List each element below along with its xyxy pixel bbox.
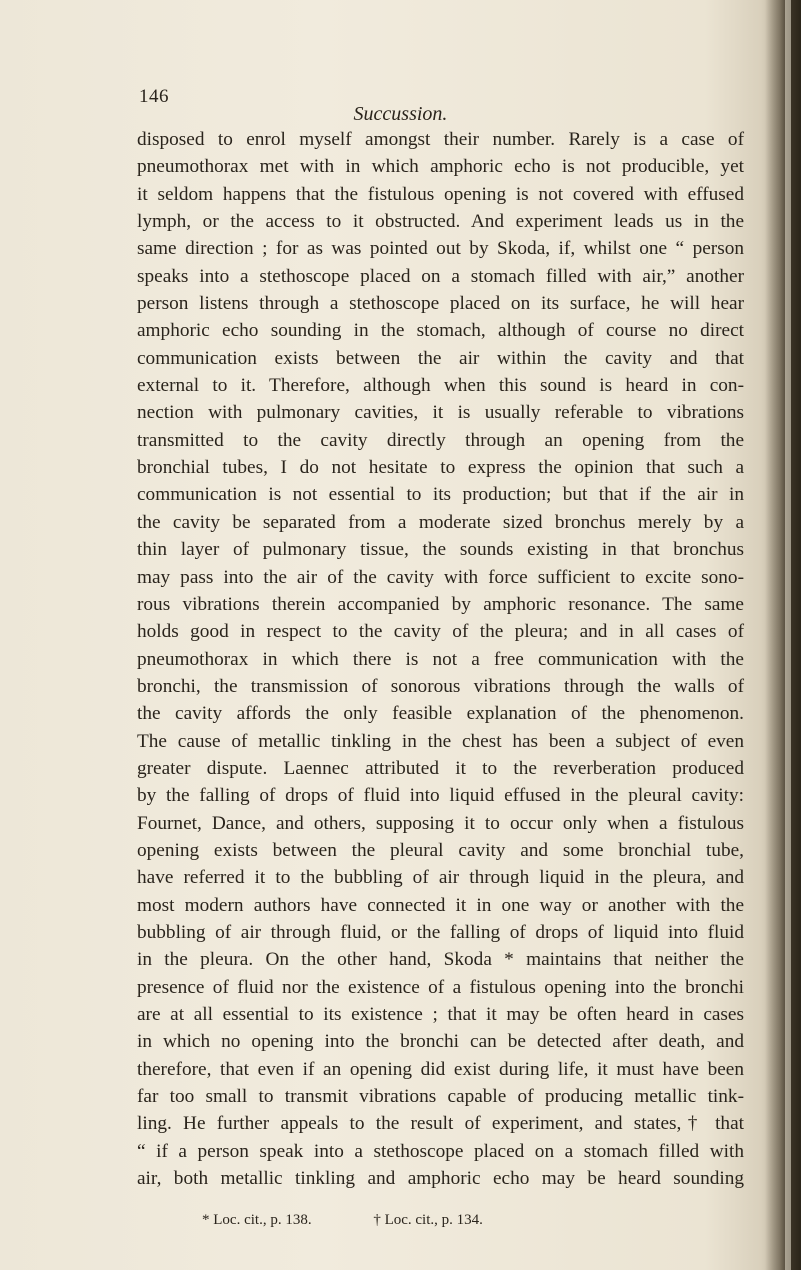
text-line: speaks into a stethoscope placed on a stomach filled with air,” another (137, 265, 744, 287)
text-line: communication is not essential to its production; but that if the air in (137, 484, 744, 506)
footnote: * Loc. cit., p. 138. (202, 1212, 312, 1228)
text-line: in which no opening into the bronchi can be detected after death, and (137, 1031, 744, 1053)
text-line: The cause of metallic tinkling in the chest has been a subject of even (137, 730, 744, 752)
text-line: in the pleura. On the other hand, Skoda * maintains that neither the (137, 949, 744, 971)
text-line: nection with pulmonary cavities, it is usually referable to vibrations (137, 402, 744, 424)
text-line: communication exists between the air within the cavity and that (137, 347, 744, 369)
text-line: same direction ; for as was pointed out by Skoda, if, whilst one “ person (137, 238, 744, 260)
text-line: it seldom happens that the fistulous opening is not covered with effused (137, 183, 744, 205)
text-line: “ if a person speak into a stethoscope placed on a stomach filled with (137, 1140, 744, 1162)
text-line: person listens through a stethoscope placed on its surface, he will hear (137, 293, 744, 315)
text-line: Fournet, Dance, and others, supposing it to occur only when a fistulous (137, 812, 744, 834)
text-line: lymph, or the access to it obstructed. And experiment leads us in the (137, 211, 744, 233)
page-number: 146 (139, 86, 169, 107)
text-line: have referred it to the bubbling of air through liquid in the pleura, and (137, 867, 744, 889)
text-line: the cavity be separated from a moderate sized bronchus merely by a (137, 511, 744, 533)
text-line: pneumothorax in which there is not a free communication with the (137, 648, 744, 670)
text-line: the cavity affords the only feasible explanation of the phenomenon. (137, 703, 744, 725)
text-line: amphoric echo sounding in the stomach, although of course no direct (137, 320, 744, 342)
text-line: holds good in respect to the cavity of the pleura; and in all cases of (137, 621, 744, 643)
text-line: by the falling of drops of fluid into liquid effused in the pleural cavity: (137, 785, 744, 807)
text-line: presence of fluid nor the existence of a fistulous opening into the bronchi (137, 976, 744, 998)
text-line: are at all essential to its existence ; that it may be often heard in cases (137, 1004, 744, 1025)
text-line: may pass into the air of the cavity with force sufficient to excite sono- (137, 566, 744, 588)
text-line: external to it. Therefore, although when this sound is heard in con- (137, 375, 744, 397)
text-line: thin layer of pulmonary tissue, the sounds existing in that bronchus (137, 539, 744, 561)
text-line: ling. He further appeals to the result of experiment, and states,† that (137, 1113, 744, 1135)
page-edge (785, 0, 791, 1270)
text-line: bubbling of air through fluid, or the falling of drops of liquid into fluid (137, 921, 744, 943)
text-line: therefore, that even if an opening did exist during life, it must have been (137, 1058, 744, 1080)
text-line: opening exists between the pleural cavity and some bronchial tube, (137, 839, 744, 861)
text-line: bronchial tubes, I do not hesitate to express the opinion that such a (137, 457, 744, 479)
text-line: bronchi, the transmission of sonorous vibrations through the walls of (137, 675, 744, 697)
body-text (137, 126, 744, 1192)
text-line: disposed to enrol myself amongst their number. Rarely is a case of (137, 129, 744, 150)
footnotes (202, 1212, 483, 1229)
text-line: air, both metallic tinkling and amphoric echo may be heard sounding (137, 1168, 744, 1190)
text-line: most modern authors have connected it in one way or another with the (137, 894, 744, 916)
text-line: far too small to transmit vibrations capable of producing metallic tink- (137, 1086, 744, 1108)
text-line: pneumothorax met with in which amphoric echo is not producible, yet (137, 156, 744, 178)
text-line: greater dispute. Laennec attributed it to the reverberation produced (137, 757, 744, 779)
text-line: rous vibrations therein accompanied by amphoric resonance. The same (137, 593, 744, 615)
running-head: Succussion. (353, 103, 448, 125)
footnote: † Loc. cit., p. 134. (373, 1212, 483, 1228)
text-line: transmitted to the cavity directly through an opening from the (137, 429, 744, 451)
binding-gutter (765, 0, 801, 1270)
